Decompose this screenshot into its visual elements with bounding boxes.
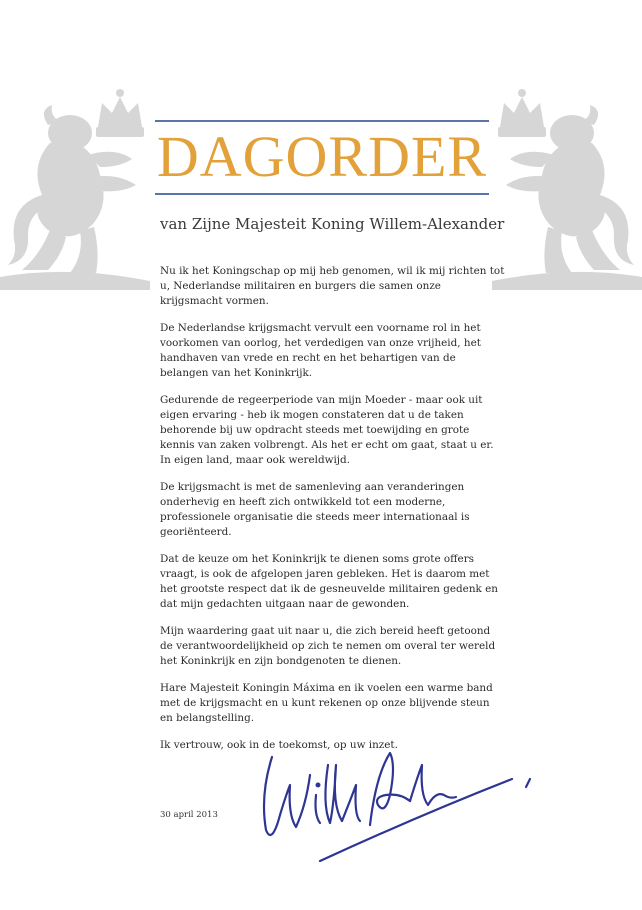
document-subtitle: van Zijne Majesteit Koning Willem-Alexander [160, 215, 505, 233]
body-paragraph-4: De krijgsmacht is met de samenleving aan veranderingen onderhevig en heeft zich ontwikkeld tot een moderne, professionele organisatie die steeds meer internationaal is georiënteerd. [160, 481, 470, 538]
royal-lion-emblem-right-icon [492, 55, 642, 290]
document-title: DAGORDER [156, 124, 488, 189]
body-paragraph-2: De Nederlandse krijgsmacht vervult een voorname rol in het voorkomen van oorlog, het verdedigen van onze vrijheid, het handhaven van vrede en recht en het behartigen van de belangen van het Koninkrijk. [160, 322, 481, 379]
handwritten-signature-icon [250, 735, 550, 870]
body-paragraph-8: Ik vertrouw, ook in de toekomst, op uw inzet. [160, 739, 398, 751]
document-body [160, 264, 505, 765]
body-paragraph-5: Dat de keuze om het Koninkrijk te dienen soms grote offers vraagt, is ook de afgelopen jaren gebleken. Het is daarom met het grootste respect dat ik de gesneuvelde militairen gedenk en dat mijn gedachten uitgaan naar de gewonden. [160, 553, 498, 610]
body-paragraph-6: Mijn waardering gaat uit naar u, die zich bereid heeft getoond de verantwoordelijkheid op zich te nemen om overal ter wereld het Koninkrijk en zijn bondgenoten te dienen. [160, 625, 496, 667]
document-date: 30 april 2013 [160, 810, 218, 820]
body-paragraph-7: Hare Majesteit Koningin Máxima en ik voelen een warme band met de krijgsmacht en u kunt rekenen op onze blijvende steun en belangstelling. [160, 682, 493, 724]
royal-lion-emblem-left-icon [0, 55, 150, 290]
body-paragraph-3: Gedurende de regeerperiode van mijn Moeder - maar ook uit eigen ervaring - heb ik mogen constateren dat u de taken behorende bij uw opdracht steeds met toewijding en grote kennis van zaken volbrengt. Als het er echt om gaat, staat u er. In eigen land, maar ook wereldwijd. [160, 394, 494, 466]
title-rule-bottom [155, 193, 489, 195]
body-paragraph-1: Nu ik het Koningschap op mij heb genomen, wil ik mij richten tot u, Nederlandse militairen en burgers die samen onze krijgsmacht vormen. [160, 265, 505, 307]
